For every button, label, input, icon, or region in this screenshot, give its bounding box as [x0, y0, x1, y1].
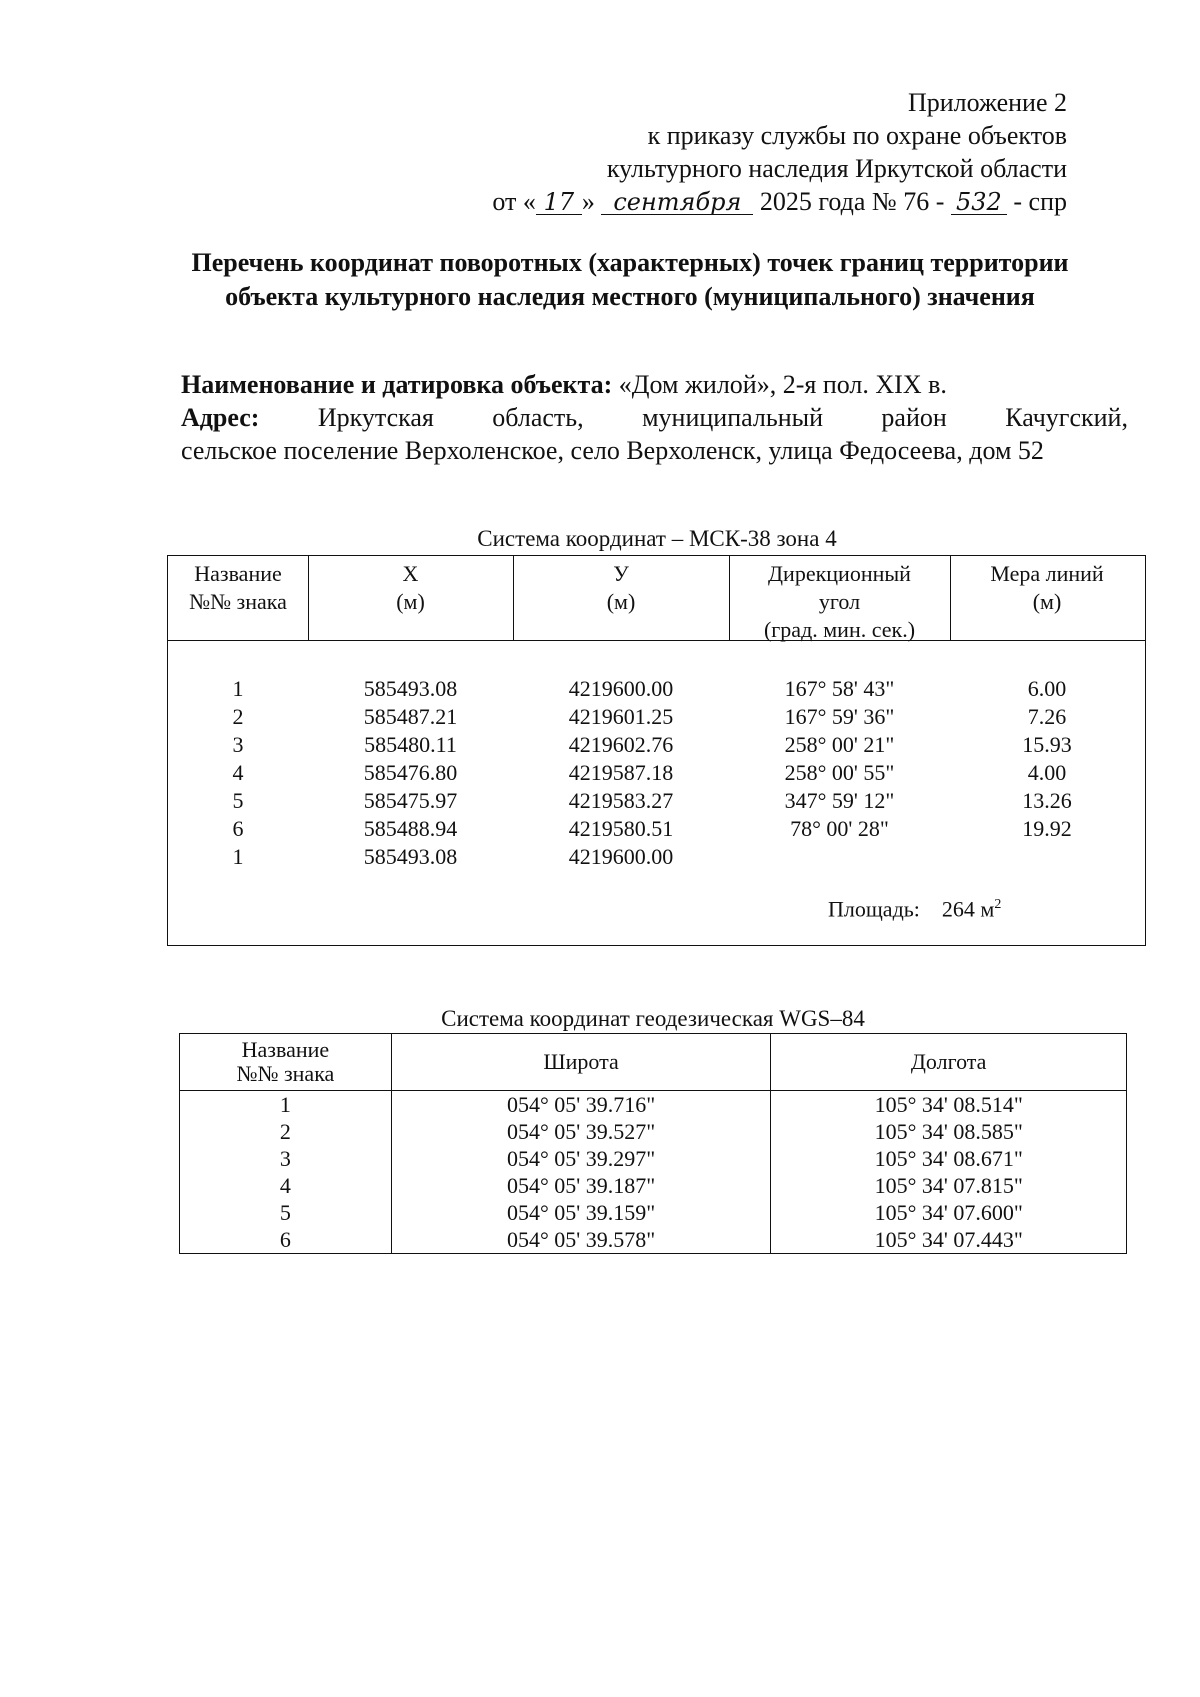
angle-value: 258° 00' 21" [784, 732, 895, 757]
table-header-row [180, 1034, 1127, 1091]
header-text: №№ знака [236, 1061, 335, 1086]
object-name-line [181, 368, 1128, 401]
point-number: 6 [232, 816, 244, 841]
longitude-value: 105° 34' 08.671" [771, 1145, 1127, 1172]
latitude-value: 054° 05' 39.716" [391, 1091, 771, 1119]
wgs-coordinates-table [179, 1033, 1127, 1254]
point-number: 1 [232, 844, 244, 869]
y-value: 4219583.27 [568, 788, 674, 813]
latitude-value: 054° 05' 39.187" [391, 1172, 771, 1199]
length-value: 6.00 [1027, 676, 1067, 701]
address-word: муниципальный [642, 403, 823, 432]
address-line-2: сельское поселение Верхоленское, село Верхоленск, улица Федосеева, дом 52 [181, 436, 1044, 465]
x-value: 585493.08 [363, 676, 458, 701]
header-line-length [950, 560, 1144, 616]
point-number: 5 [232, 788, 244, 813]
y-value: 4219580.51 [568, 816, 674, 841]
latitude-value: 054° 05' 39.159" [391, 1199, 771, 1226]
msk-table-body [168, 675, 1145, 871]
header-divider [168, 640, 1145, 641]
point-number: 1 [232, 676, 244, 701]
y-value: 4219587.18 [568, 760, 674, 785]
longitude-value: 105° 34' 08.585" [771, 1118, 1127, 1145]
address-label: Адрес: [181, 403, 260, 432]
header-text: (м) [1032, 589, 1062, 614]
document-title: Перечень координат поворотных (характерных) точек границ территории объекта культурного наследия местного (муниципального) значения [191, 248, 1069, 311]
area-value: 264 м [941, 896, 995, 922]
msk-coordinates-table [167, 555, 1146, 946]
point-number: 4 [180, 1172, 392, 1199]
y-value: 4219600.00 [568, 844, 674, 869]
point-number: 2 [180, 1118, 392, 1145]
annex-date-line [492, 185, 1067, 218]
address-line-1 [181, 401, 1128, 434]
header-x [308, 560, 513, 616]
table-row [180, 1091, 1127, 1119]
table-row [168, 787, 1145, 815]
header-longitude: Долгота [771, 1034, 1127, 1091]
longitude-value: 105° 34' 07.600" [771, 1199, 1127, 1226]
length-value: 13.26 [1022, 788, 1072, 813]
header-text: У [613, 561, 629, 586]
area-label: Площадь: [828, 896, 920, 922]
header-text: Название [194, 561, 282, 586]
length-value: 19.92 [1022, 816, 1072, 841]
handwritten-month: сентября [601, 190, 753, 215]
table-row [180, 1118, 1127, 1145]
area-exponent: 2 [994, 897, 1002, 912]
angle-value: 347° 59' 12" [784, 788, 895, 813]
x-value: 585475.97 [363, 788, 458, 813]
point-number: 2 [232, 704, 244, 729]
date-year-and-order: 2025 года № 76 - [759, 187, 945, 216]
point-number: 3 [232, 732, 244, 757]
x-value: 585488.94 [363, 816, 458, 841]
angle-value: 167° 58' 43" [784, 676, 895, 701]
header-text: (град. мин. сек.) [763, 617, 916, 642]
x-value: 585476.80 [363, 760, 458, 785]
header-text: Мера линий [990, 561, 1104, 586]
table-row [168, 703, 1145, 731]
table-row [180, 1199, 1127, 1226]
handwritten-order-number: 532 [951, 190, 1007, 215]
table-row [168, 843, 1145, 871]
longitude-value: 105° 34' 07.443" [771, 1226, 1127, 1254]
msk-table-caption: Система координат – МСК-38 зона 4 [477, 526, 837, 551]
angle-value: 78° 00' 28" [790, 816, 889, 841]
x-value: 585487.21 [363, 704, 458, 729]
address-word: Иркутская [317, 403, 434, 432]
date-close-quote: » [581, 187, 595, 216]
y-value: 4219601.25 [568, 704, 674, 729]
object-info [181, 368, 1128, 467]
point-number: 5 [180, 1199, 392, 1226]
object-name-value: «Дом жилой», 2-я пол. XIX в. [618, 370, 947, 399]
point-number: 6 [180, 1226, 392, 1254]
point-number: 4 [232, 760, 244, 785]
table-row [168, 759, 1145, 787]
header-latitude: Широта [391, 1034, 771, 1091]
y-value: 4219602.76 [568, 732, 674, 757]
header-text: Дирекционный [768, 561, 911, 586]
latitude-value: 054° 05' 39.578" [391, 1226, 771, 1254]
wgs-table-caption: Система координат геодезическая WGS–84 [441, 1006, 865, 1031]
address-word: район [881, 403, 947, 432]
header-text: угол [818, 589, 861, 614]
header-text: №№ знака [189, 589, 287, 614]
x-value: 585493.08 [363, 844, 458, 869]
length-value: 7.26 [1027, 704, 1067, 729]
header-direction-angle [729, 560, 950, 644]
table-row [168, 731, 1145, 759]
table-row [180, 1226, 1127, 1254]
annex-reference [492, 86, 1067, 218]
header-point-name [168, 560, 308, 616]
latitude-value: 054° 05' 39.297" [391, 1145, 771, 1172]
area-summary [828, 891, 1148, 923]
address-word: область, [492, 403, 584, 432]
point-number: 1 [180, 1091, 392, 1119]
point-number: 3 [180, 1145, 392, 1172]
header-point-name [180, 1034, 392, 1091]
longitude-value: 105° 34' 08.514" [771, 1091, 1127, 1119]
angle-value: 167° 59' 36" [784, 704, 895, 729]
table-row [168, 675, 1145, 703]
address-word: Качугский, [1005, 403, 1128, 432]
y-value: 4219600.00 [568, 676, 674, 701]
table-row [180, 1145, 1127, 1172]
annex-authority-line: культурного наследия Иркутской области [606, 154, 1067, 183]
annex-order-line: к приказу службы по охране объектов [647, 121, 1067, 150]
order-suffix: - спр [1013, 187, 1067, 216]
length-value: 15.93 [1022, 732, 1072, 757]
header-text: (м) [606, 589, 636, 614]
header-text: Название [241, 1037, 330, 1062]
object-name-label: Наименование и датировка объекта: [181, 370, 613, 399]
length-value: 4.00 [1027, 760, 1067, 785]
latitude-value: 054° 05' 39.527" [391, 1118, 771, 1145]
annex-number: Приложение 2 [907, 88, 1067, 117]
header-text: Х [402, 561, 419, 586]
table-row [180, 1172, 1127, 1199]
date-prefix: от « [492, 187, 536, 216]
x-value: 585480.11 [364, 732, 457, 757]
table-row [168, 815, 1145, 843]
header-text: (м) [396, 589, 425, 614]
longitude-value: 105° 34' 07.815" [771, 1172, 1127, 1199]
handwritten-day: 17 [536, 190, 582, 215]
angle-value: 258° 00' 55" [784, 760, 895, 785]
header-y [513, 560, 729, 616]
